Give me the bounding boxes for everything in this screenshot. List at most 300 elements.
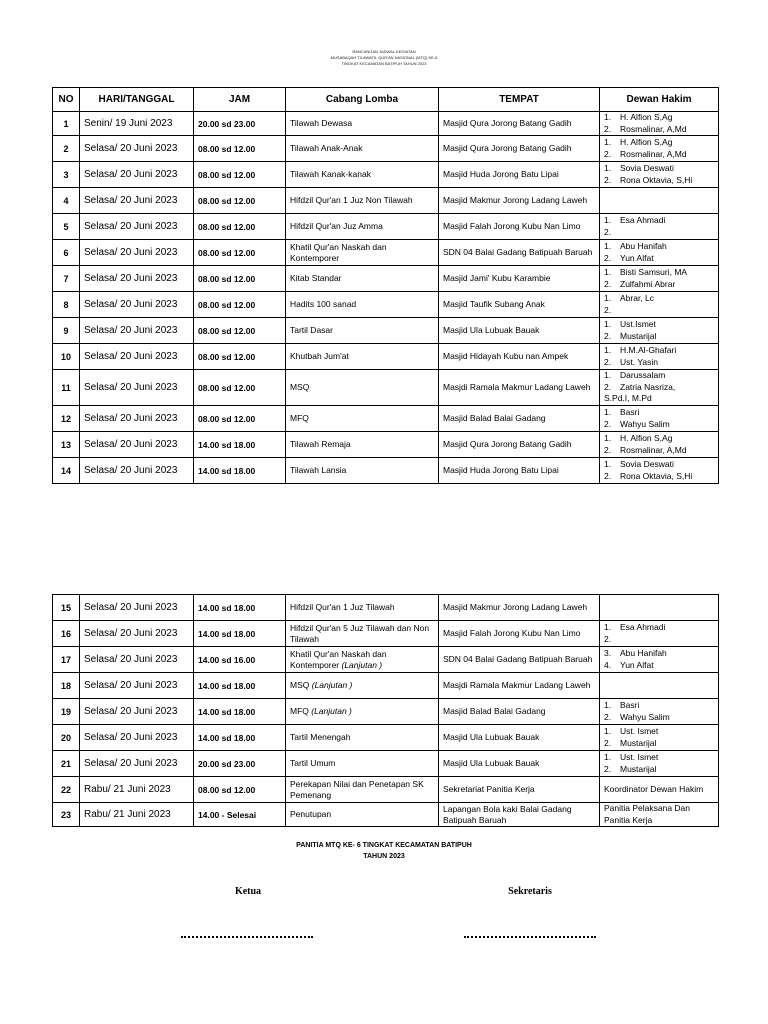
row-time: 08.00 sd 12.00 (194, 188, 286, 214)
schedule-table-part-1 (52, 87, 719, 484)
judge-entry (604, 700, 714, 712)
table-row (53, 673, 719, 699)
table-row (53, 370, 719, 406)
row-branch (286, 112, 439, 136)
judge-name: S.Pd.I, M.Pd (604, 393, 652, 404)
row-number: 13 (53, 432, 80, 458)
judge-number: 1. (604, 345, 612, 355)
secretary-signature-line (464, 936, 596, 938)
table-row (53, 725, 719, 751)
judge-number: 1. (604, 407, 612, 417)
judge-number: 2. (604, 356, 612, 367)
judge-number: 1. (604, 700, 612, 710)
row-venue: Masjid Makmur Jorong Ladang Laweh (439, 188, 600, 214)
judge-name: Esa Ahmadi (620, 622, 666, 632)
row-number: 4 (53, 188, 80, 214)
row-judges (600, 432, 719, 458)
branch-name: Tartil Umum (290, 758, 336, 768)
row-venue: Masjid Jami' Kubu Karambie (439, 266, 600, 292)
row-number: 10 (53, 344, 80, 370)
judge-entry (604, 660, 714, 672)
row-day-date: Selasa/ 20 Juni 2023 (80, 595, 194, 621)
judge-number: 1. (604, 752, 612, 762)
judge-number: 2. (604, 444, 612, 455)
row-time: 14.00 sd 18.00 (194, 432, 286, 458)
judge-entry (604, 634, 714, 646)
table-row (53, 240, 719, 266)
row-time: 14.00 sd 18.00 (194, 725, 286, 751)
row-venue: Masjid Qura Jorong Batang Gadih (439, 136, 600, 162)
row-branch (286, 751, 439, 777)
judge-number: 1. (604, 241, 612, 251)
row-judges (600, 725, 719, 751)
judge-entry (604, 622, 714, 634)
table-row (53, 344, 719, 370)
judge-entry (604, 331, 714, 343)
row-time: 14.00 sd 18.00 (194, 699, 286, 725)
branch-name: Tilawah Dewasa (290, 118, 353, 128)
row-branch (286, 777, 439, 803)
row-day-date: Selasa/ 20 Juni 2023 (80, 621, 194, 647)
judge-name: Zatria Nasriza, (620, 381, 676, 392)
row-number: 22 (53, 777, 80, 803)
judge-name: Abu Hanifah (620, 648, 667, 658)
row-branch (286, 292, 439, 318)
judge-name: H.M.Al-Ghafari (620, 345, 677, 355)
branch-continuation-note: (Lanjutan ) (311, 706, 352, 716)
judge-number: 1. (604, 112, 612, 122)
table-row (53, 595, 719, 621)
judge-number: 2. (604, 226, 612, 237)
judge-entry (604, 471, 714, 483)
row-judges (600, 370, 719, 406)
row-day-date: Selasa/ 20 Juni 2023 (80, 162, 194, 188)
branch-name: Hifdzil Qur'an 1 Juz Tilawah (290, 602, 395, 612)
branch-continuation-note: (Lanjutan ) (311, 680, 353, 690)
judge-entry (604, 227, 714, 239)
branch-name: Tartil Dasar (290, 325, 333, 335)
row-day-date: Selasa/ 20 Juni 2023 (80, 725, 194, 751)
branch-name: Tilawah Kanak-kanak (290, 169, 371, 179)
judge-entry (604, 393, 714, 405)
row-judges (600, 240, 719, 266)
row-judges (600, 699, 719, 725)
judge-number: 2. (604, 711, 612, 722)
judge-entry (604, 279, 714, 291)
judge-name: Abrar, Lc (620, 293, 655, 303)
row-time: 14.00 sd 18.00 (194, 673, 286, 699)
judge-number: 1. (604, 622, 612, 632)
judge-entry (604, 215, 714, 227)
row-day-date: Rabu/ 21 Juni 2023 (80, 803, 194, 827)
row-branch (286, 240, 439, 266)
judge-number: 1. (604, 370, 612, 381)
judge-name: Ust.Ismet (620, 319, 656, 329)
row-judges (600, 112, 719, 136)
row-venue: Masjid Balad Balai Gadang (439, 406, 600, 432)
row-number: 18 (53, 673, 80, 699)
row-judges (600, 621, 719, 647)
row-judges (600, 188, 719, 214)
judge-number: 1. (604, 137, 612, 147)
row-day-date: Selasa/ 20 Juni 2023 (80, 344, 194, 370)
row-day-date: Rabu/ 21 Juni 2023 (80, 777, 194, 803)
chairman-label: Ketua (234, 886, 262, 897)
branch-name: Tilawah Lansia (290, 465, 347, 475)
row-branch (286, 162, 439, 188)
table-row (53, 112, 719, 136)
row-number: 2 (53, 136, 80, 162)
judge-name: Koordinator Dewan Hakim (604, 783, 704, 794)
branch-name: Khatil Qur'an Naskah dan Kontemporer (290, 241, 387, 263)
table-row (53, 777, 719, 803)
row-time: 08.00 sd 12.00 (194, 214, 286, 240)
row-day-date: Selasa/ 20 Juni 2023 (80, 406, 194, 432)
row-venue: Masjid Falah Jorong Kubu Nan Limo (439, 621, 600, 647)
header-line-2: MUSABAQAH TILAWATIL QUR'AN NASIONAL (MTQ) KE-6 (330, 55, 438, 60)
judge-entry (604, 112, 714, 124)
row-number: 14 (53, 458, 80, 484)
row-branch (286, 266, 439, 292)
judge-entry (604, 407, 714, 419)
judge-entry (604, 433, 714, 445)
row-venue: Masjid Ula Lubuak Bauak (439, 725, 600, 751)
table-row (53, 162, 719, 188)
judge-number: 2. (604, 737, 612, 748)
judge-entry (604, 124, 714, 136)
judge-number: 1. (604, 215, 612, 225)
table-row (53, 214, 719, 240)
table-row (53, 266, 719, 292)
branch-name: Tilawah Anak-Anak (290, 143, 363, 153)
table-row (53, 751, 719, 777)
table-row (53, 647, 719, 673)
judge-name: Ust. Ismet (620, 726, 659, 736)
table-row (53, 458, 719, 484)
judge-name: Basri (620, 407, 640, 417)
header-line-3: TINGKAT KECAMATAN BATIPUH TAHUN 2023 (341, 61, 427, 66)
row-venue: SDN 04 Balai Gadang Batipuah Baruah (439, 240, 600, 266)
row-venue: Masjdi Ramala Makmur Ladang Laweh (439, 370, 600, 406)
table-row (53, 432, 719, 458)
row-venue: Masjdi Ramala Makmur Ladang Laweh (439, 673, 600, 699)
judge-name: Yun Alfat (620, 252, 654, 263)
branch-name: Penutupan (290, 809, 332, 819)
table-header-row (53, 88, 719, 112)
schedule-table-part-2 (52, 594, 719, 827)
judge-name: Sovia Deswati (620, 459, 674, 469)
row-judges (600, 647, 719, 673)
judge-number: 1. (604, 726, 612, 736)
row-day-date: Senin/ 19 Juni 2023 (80, 112, 194, 136)
judge-number: 1. (604, 459, 612, 469)
judge-entry (604, 648, 714, 660)
judge-name: Zulfahmi Abrar (620, 278, 676, 289)
row-time: 14.00 sd 16.00 (194, 647, 286, 673)
judge-entry (604, 738, 714, 750)
judge-entry (604, 803, 714, 826)
row-venue: Masjid Taufik Subang Anak (439, 292, 600, 318)
judge-number: 1. (604, 267, 612, 277)
judge-entry (604, 175, 714, 187)
row-judges (600, 344, 719, 370)
col-header-no: NO (53, 88, 80, 112)
row-venue: Masjid Huda Jorong Batu Lipai (439, 162, 600, 188)
committee-year: TAHUN 2023 (363, 853, 405, 860)
row-day-date: Selasa/ 20 Juni 2023 (80, 292, 194, 318)
row-day-date: Selasa/ 20 Juni 2023 (80, 318, 194, 344)
row-venue: Masjid Balad Balai Gadang (439, 699, 600, 725)
judge-entry (604, 137, 714, 149)
judge-name: Mustarijal (620, 330, 657, 341)
row-day-date: Selasa/ 20 Juni 2023 (80, 188, 194, 214)
judge-name: Wahyu Salim (620, 711, 670, 722)
signature-block-heading (0, 840, 768, 862)
judge-entry (604, 752, 714, 764)
row-day-date: Selasa/ 20 Juni 2023 (80, 751, 194, 777)
row-branch (286, 621, 439, 647)
judge-entry (604, 382, 714, 394)
judge-name: Rosmalinar, A,Md (620, 123, 687, 134)
judge-entry (604, 712, 714, 724)
judge-number: 2. (604, 174, 612, 185)
table-row (53, 318, 719, 344)
branch-name: Hifdzil Qur'an 5 Juz Tilawah dan Non Tilawah (290, 622, 430, 644)
judge-number: 2. (604, 470, 612, 481)
row-number: 21 (53, 751, 80, 777)
table-row (53, 136, 719, 162)
branch-name: Khutbah Jum'at (290, 351, 349, 361)
branch-name: Perekapan Nilai dan Penetapan SK Pemenang (290, 778, 424, 800)
row-number: 15 (53, 595, 80, 621)
table-row (53, 406, 719, 432)
row-judges (600, 751, 719, 777)
judge-name: H. Alfion S,Ag (620, 433, 673, 443)
row-number: 5 (53, 214, 80, 240)
row-number: 7 (53, 266, 80, 292)
row-branch (286, 214, 439, 240)
table-row (53, 621, 719, 647)
judge-name: Rona Oktavia, S,Hi (620, 470, 693, 481)
branch-name: MFQ (290, 706, 312, 716)
judge-entry (604, 726, 714, 738)
row-number: 8 (53, 292, 80, 318)
table-row (53, 292, 719, 318)
row-time: 08.00 sd 12.00 (194, 370, 286, 406)
row-day-date: Selasa/ 20 Juni 2023 (80, 240, 194, 266)
judge-entry (604, 764, 714, 776)
row-branch (286, 406, 439, 432)
judge-name: Wahyu Salim (620, 418, 670, 429)
judge-name: Bisti Samsuri, MA (620, 267, 688, 277)
judge-entry (604, 241, 714, 253)
row-day-date: Selasa/ 20 Juni 2023 (80, 647, 194, 673)
row-venue: SDN 04 Balai Gadang Batipuah Baruah (439, 647, 600, 673)
judge-entry (604, 357, 714, 369)
row-judges (600, 214, 719, 240)
row-branch (286, 344, 439, 370)
row-time: 14.00 sd 18.00 (194, 595, 286, 621)
row-judges (600, 803, 719, 827)
row-day-date: Selasa/ 20 Juni 2023 (80, 673, 194, 699)
row-judges (600, 458, 719, 484)
secretary-label: Sekretaris (508, 886, 552, 897)
branch-name: Hifdzil Qur'an Juz Amma (290, 221, 383, 231)
row-venue: Masjid Ula Lubuak Bauak (439, 751, 600, 777)
row-branch (286, 595, 439, 621)
judge-number: 2. (604, 252, 612, 263)
row-day-date: Selasa/ 20 Juni 2023 (80, 699, 194, 725)
judge-entry (604, 293, 714, 305)
row-number: 17 (53, 647, 80, 673)
judge-entry (604, 370, 714, 382)
row-time: 08.00 sd 12.00 (194, 136, 286, 162)
judge-entry (604, 253, 714, 265)
judge-entry (604, 419, 714, 431)
judge-number: 2. (604, 381, 612, 392)
row-venue: Masjid Huda Jorong Batu Lipai (439, 458, 600, 484)
row-branch (286, 725, 439, 751)
branch-continuation-note: (Lanjutan ) (341, 659, 383, 670)
branch-name: Tilawah Remaja (290, 439, 351, 449)
judge-entry (604, 319, 714, 331)
row-venue: Masjid Qura Jorong Batang Gadih (439, 112, 600, 136)
row-time: 14.00 sd 18.00 (194, 621, 286, 647)
row-branch (286, 370, 439, 406)
row-venue: Masjid Ula Lubuak Bauak (439, 318, 600, 344)
row-time: 08.00 sd 12.00 (194, 162, 286, 188)
row-venue: Masjid Makmur Jorong Ladang Laweh (439, 595, 600, 621)
judge-name: Mustarijal (620, 737, 657, 748)
chairman-signature-line (181, 936, 313, 938)
judge-name: Yun Alfat (620, 659, 654, 670)
judge-entry (604, 784, 714, 796)
row-number: 9 (53, 318, 80, 344)
row-branch (286, 699, 439, 725)
branch-name: Tartil Menengah (290, 732, 351, 742)
row-time: 14.00 sd 18.00 (194, 458, 286, 484)
row-number: 12 (53, 406, 80, 432)
judge-number: 2. (604, 418, 612, 429)
col-header-time: JAM (194, 88, 286, 112)
branch-name: Kitab Standar (290, 273, 342, 283)
row-branch (286, 188, 439, 214)
row-judges (600, 595, 719, 621)
row-number: 6 (53, 240, 80, 266)
row-branch (286, 136, 439, 162)
row-judges (600, 406, 719, 432)
row-number: 1 (53, 112, 80, 136)
committee-name: PANITIA MTQ KE- 6 TINGKAT KECAMATAN BATIPUH (296, 842, 472, 849)
judge-name: Abu Hanifah (620, 241, 667, 251)
row-number: 23 (53, 803, 80, 827)
judge-entry (604, 163, 714, 175)
row-number: 16 (53, 621, 80, 647)
judge-number: 2. (604, 123, 612, 134)
judge-name: Ust. Yasin (620, 356, 658, 367)
document-header (0, 49, 768, 67)
judge-number: 2. (604, 278, 612, 289)
row-venue: Sekretariat Panitia Kerja (439, 777, 600, 803)
judge-number: 2. (604, 633, 612, 644)
judge-entry (604, 305, 714, 317)
judge-number: 2. (604, 763, 612, 774)
row-day-date: Selasa/ 20 Juni 2023 (80, 458, 194, 484)
row-time: 08.00 sd 12.00 (194, 406, 286, 432)
row-time: 08.00 sd 12.00 (194, 240, 286, 266)
branch-name: Hifdzil Qur'an 1 Juz Non Tilawah (290, 195, 413, 205)
table-row (53, 699, 719, 725)
row-time: 20.00 sd 23.00 (194, 751, 286, 777)
row-judges (600, 266, 719, 292)
row-judges (600, 318, 719, 344)
row-judges (600, 673, 719, 699)
row-time: 20.00 sd 23.00 (194, 112, 286, 136)
judge-name: Sovia Deswati (620, 163, 674, 173)
row-time: 08.00 sd 12.00 (194, 777, 286, 803)
judge-name: Rosmalinar, A,Md (620, 148, 687, 159)
branch-name: MSQ (290, 680, 312, 690)
row-number: 3 (53, 162, 80, 188)
row-branch (286, 803, 439, 827)
judge-number: 1. (604, 319, 612, 329)
judge-number: 3. (604, 648, 612, 658)
branch-name: MFQ (290, 413, 309, 423)
row-day-date: Selasa/ 20 Juni 2023 (80, 136, 194, 162)
judge-entry (604, 345, 714, 357)
col-header-judges: Dewan Hakim (600, 88, 719, 112)
judge-number: 1. (604, 293, 612, 303)
col-header-branch: Cabang Lomba (286, 88, 439, 112)
row-time: 08.00 sd 12.00 (194, 266, 286, 292)
judge-name: Rosmalinar, A,Md (620, 444, 687, 455)
row-venue: Masjid Hidayah Kubu nan Ampek (439, 344, 600, 370)
col-header-day: HARI/TANGGAL (80, 88, 194, 112)
judge-entry (604, 459, 714, 471)
branch-name: Khatil Qur'an Naskah dan Kontemporer (290, 648, 387, 670)
row-number: 11 (53, 370, 80, 406)
judge-number: 1. (604, 163, 612, 173)
col-header-venue: TEMPAT (439, 88, 600, 112)
row-day-date: Selasa/ 20 Juni 2023 (80, 432, 194, 458)
judge-name: Darussalam (620, 370, 666, 381)
row-judges (600, 292, 719, 318)
row-venue: Lapangan Bola kaki Balai Gadang Batipuah Baruah (439, 803, 600, 827)
row-number: 19 (53, 699, 80, 725)
table-row (53, 803, 719, 827)
row-time: 08.00 sd 12.00 (194, 292, 286, 318)
table-row (53, 188, 719, 214)
row-branch (286, 673, 439, 699)
row-branch (286, 647, 439, 673)
branch-name: MSQ (290, 382, 310, 392)
branch-name: Hadits 100 sanad (290, 299, 357, 309)
judge-name: Basri (620, 700, 640, 710)
judge-number: 2. (604, 304, 612, 315)
row-time: 14.00 - Selesai (194, 803, 286, 827)
judge-name: Rona Oktavia, S,Hi (620, 174, 693, 185)
judge-entry (604, 149, 714, 161)
row-day-date: Selasa/ 20 Juni 2023 (80, 214, 194, 240)
header-line-1: RANCANGAN JADWAL KEGIATAN (352, 49, 416, 54)
row-branch (286, 318, 439, 344)
judge-entry (604, 267, 714, 279)
judge-number: 2. (604, 148, 612, 159)
row-venue: Masjid Qura Jorong Batang Gadih (439, 432, 600, 458)
row-branch (286, 432, 439, 458)
judge-number: 1. (604, 433, 612, 443)
row-judges (600, 777, 719, 803)
